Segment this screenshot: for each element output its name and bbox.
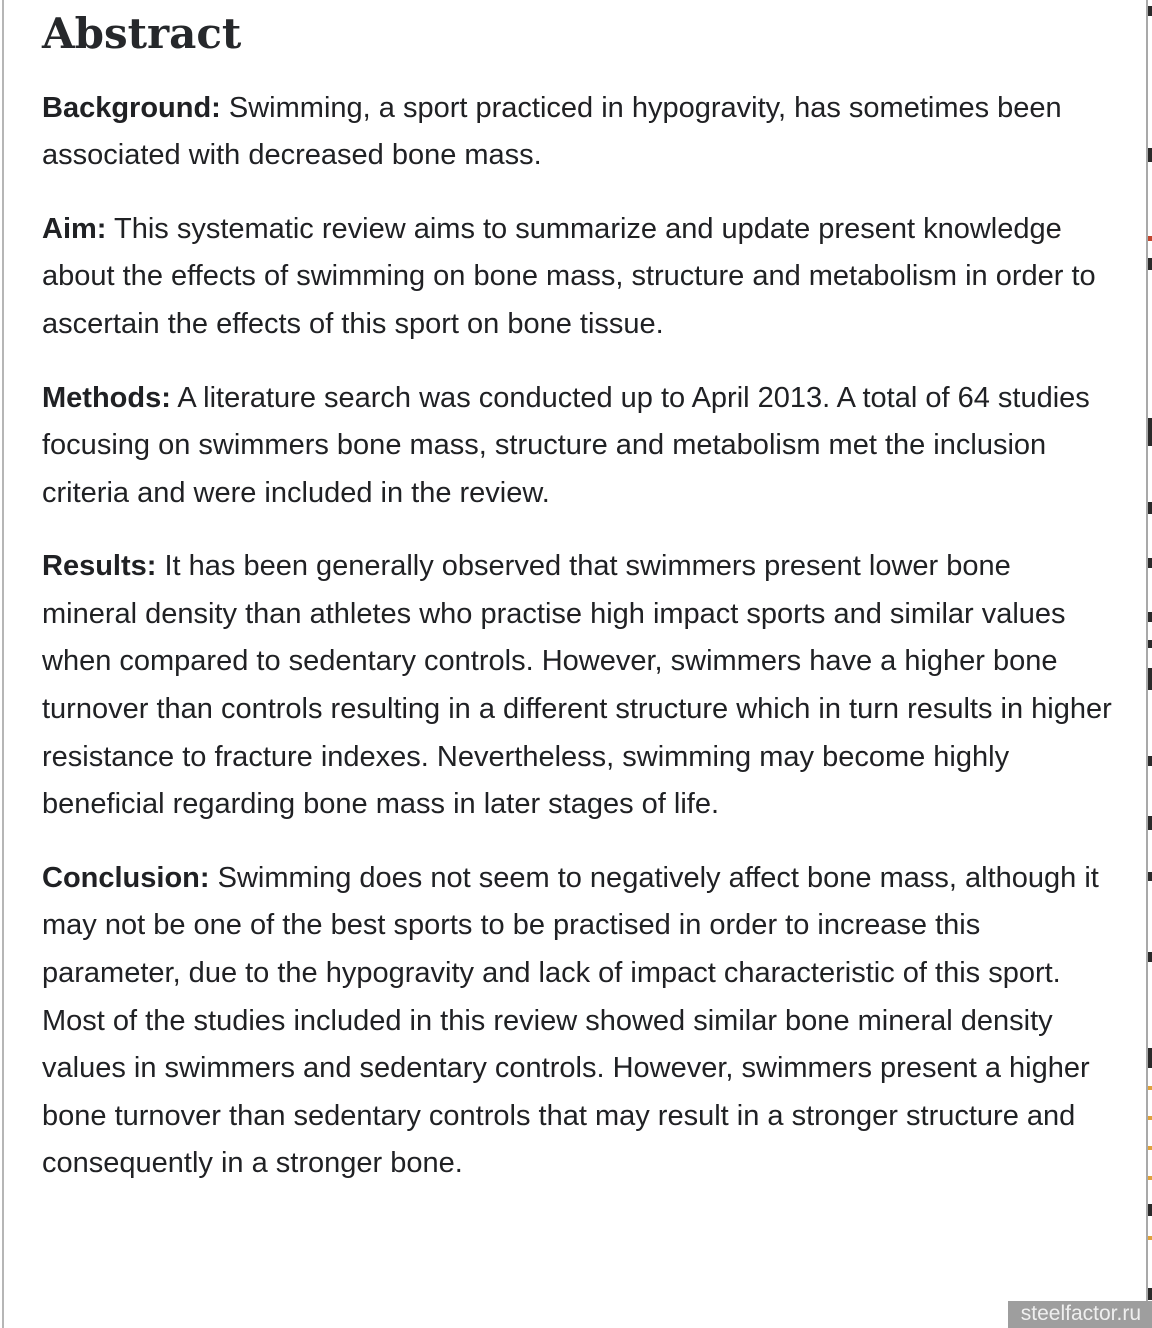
paragraph-text: Swimming does not seem to negatively affect bone mass, although it may not be one of the best sports to be practised in order to increase this parameter, due to the hypogravity and lack of impact characteristic of this sport. Most of the studies included in this review showed similar bone mineral density values in swimmers and sedentary controls. However, swimmers present a higher bone turnover than sedentary controls that may result in a stronger structure and consequently in a stronger bone. bbox=[42, 861, 1099, 1180]
paragraph-text: This systematic review aims to summarize and update present knowledge about the effects of swimming on bone mass, structure and metabolism in order to ascertain the effects of this sport on bone tissue. bbox=[42, 212, 1096, 340]
abstract-paragraph-background bbox=[42, 85, 1112, 180]
paragraph-text: It has been generally observed that swimmers present lower bone mineral density than athletes who practise high impact sports and similar values when compared to sedentary controls. However, swimmers have a higher bone turnover than controls resulting in a different structure which in turn results in higher resistance to fracture indexes. Nevertheless, swimming may become highly beneficial regarding bone mass in later stages of life. bbox=[42, 550, 1112, 821]
paragraph-text: Swimming, a sport practiced in hypogravity, has sometimes been associated with decreased bone mass. bbox=[42, 91, 1062, 172]
paragraph-label: Methods: bbox=[42, 381, 171, 414]
abstract-paragraph-methods bbox=[42, 375, 1112, 518]
abstract-paragraph-results bbox=[42, 543, 1112, 829]
left-edge-divider bbox=[2, 0, 4, 1328]
abstract-section bbox=[42, 0, 1112, 1188]
paragraph-label: Background: bbox=[42, 91, 221, 124]
paragraph-label: Conclusion: bbox=[42, 861, 210, 894]
abstract-paragraph-aim bbox=[42, 206, 1112, 349]
paragraph-text: A literature search was conducted up to April 2013. A total of 64 studies focusing on swimmers bone mass, structure and metabolism met the inclusion criteria and were included in the review. bbox=[42, 381, 1090, 509]
abstract-heading: Abstract bbox=[42, 9, 242, 58]
paragraph-label: Aim: bbox=[42, 212, 107, 245]
clipped-adjacent-content bbox=[1148, 0, 1152, 1328]
abstract-paragraph-conclusion bbox=[42, 855, 1112, 1188]
paragraph-label: Results: bbox=[42, 550, 157, 583]
watermark-badge: steelfactor.ru bbox=[1008, 1301, 1152, 1328]
